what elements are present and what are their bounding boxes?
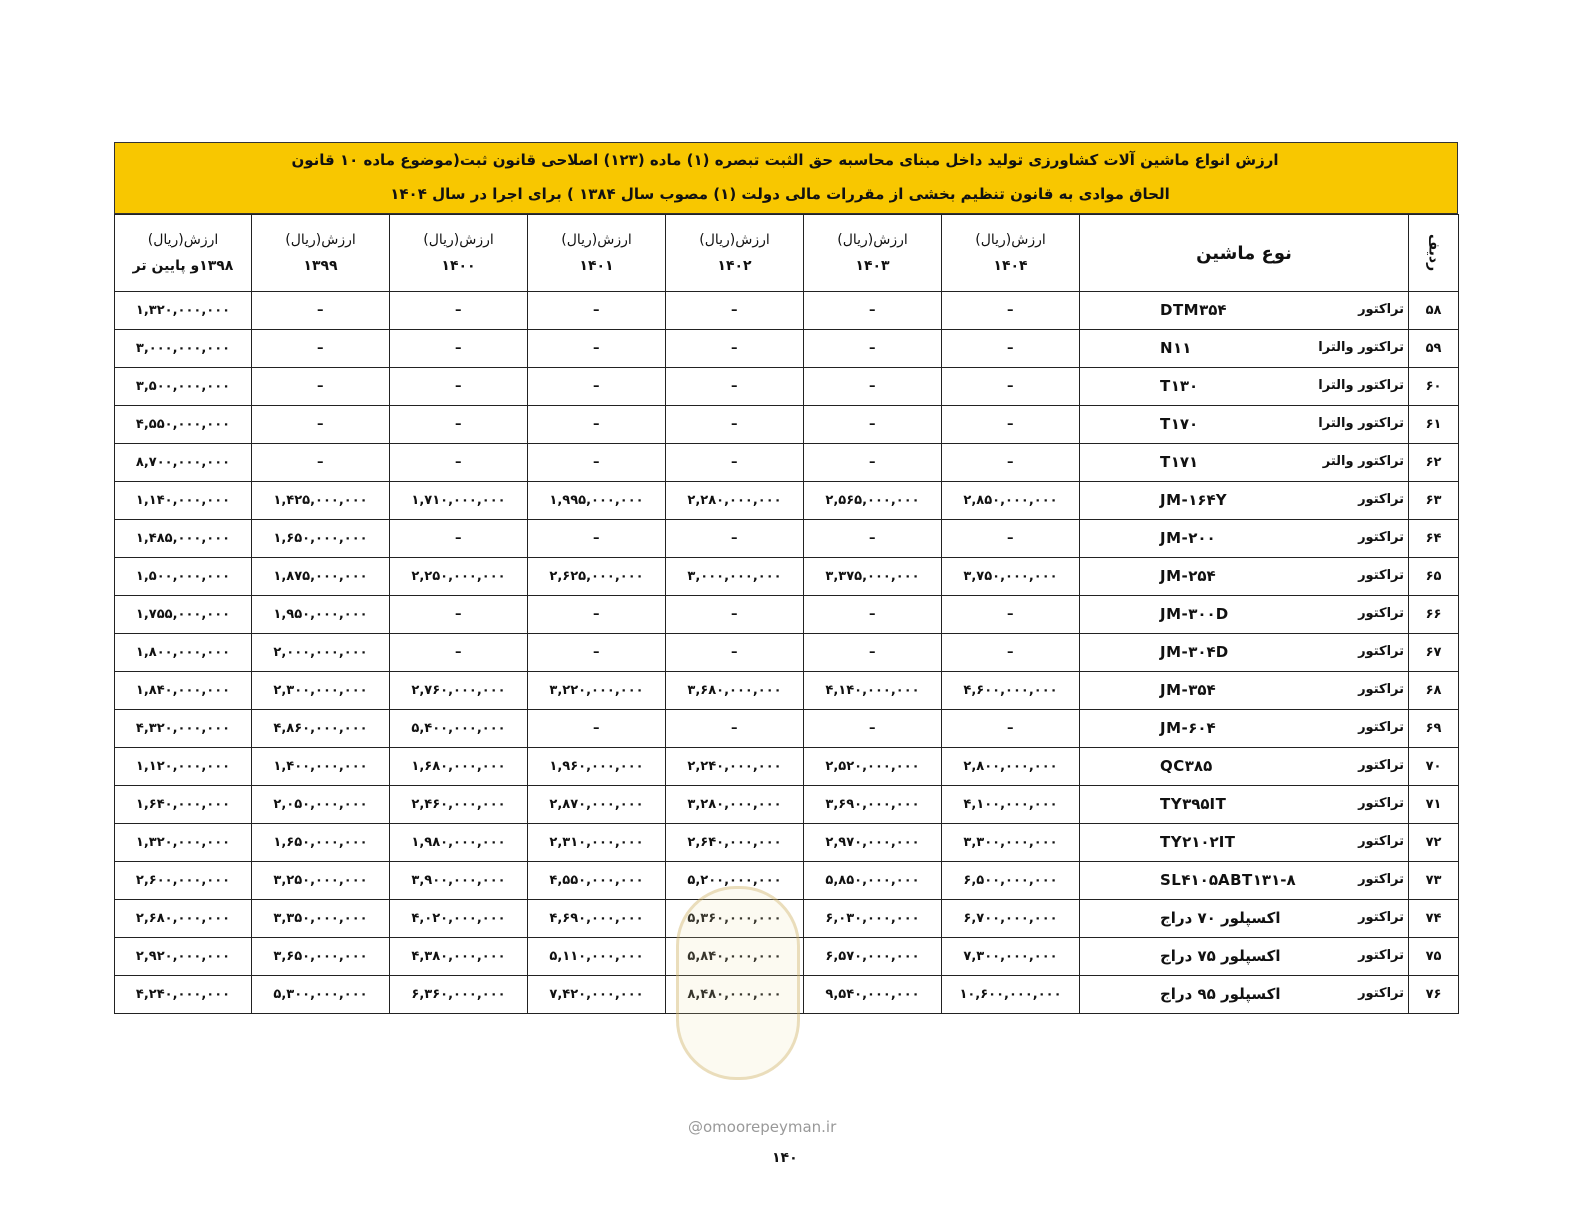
- header-year-1400: ارزش(ریال) ۱۴۰۰: [390, 215, 528, 292]
- machine-type: تراکتور: [1358, 910, 1404, 925]
- machine-cell: [1080, 938, 1409, 976]
- value-cell: ۱,۹۵۰,۰۰۰,۰۰۰: [252, 596, 390, 634]
- value-cell: –: [528, 520, 666, 558]
- value-cell: ۴,۲۴۰,۰۰۰,۰۰۰: [115, 976, 252, 1014]
- machine-type: تراکتور: [1358, 568, 1404, 583]
- value-cell: ۲,۳۰۰,۰۰۰,۰۰۰: [252, 672, 390, 710]
- value-cell: –: [390, 292, 528, 330]
- value-cell: ۵,۳۰۰,۰۰۰,۰۰۰: [252, 976, 390, 1014]
- machine-type: تراکتور: [1358, 720, 1404, 735]
- value-cell: –: [942, 634, 1080, 672]
- value-cell: –: [942, 368, 1080, 406]
- value-cell: ۱,۴۲۵,۰۰۰,۰۰۰: [252, 482, 390, 520]
- value-cell: –: [528, 596, 666, 634]
- value-cell: ۴,۵۵۰,۰۰۰,۰۰۰: [115, 406, 252, 444]
- value-cell: ۴,۸۶۰,۰۰۰,۰۰۰: [252, 710, 390, 748]
- table-row: [115, 520, 1459, 558]
- value-cell: ۳,۵۰۰,۰۰۰,۰۰۰: [115, 368, 252, 406]
- machine-model: DTM۳۵۴: [1160, 301, 1227, 319]
- header-machine-type: نوع ماشین: [1080, 215, 1409, 292]
- value-cell: –: [942, 292, 1080, 330]
- value-cell: ۱,۱۲۰,۰۰۰,۰۰۰: [115, 748, 252, 786]
- machine-model: SL۴۱۰۵ABT۱۳۱-۸: [1160, 871, 1296, 889]
- table-body: [115, 292, 1459, 1014]
- machine-type: تراکتور: [1358, 948, 1404, 963]
- value-cell: ۸,۷۰۰,۰۰۰,۰۰۰: [115, 444, 252, 482]
- table-row: [115, 862, 1459, 900]
- value-cell: ۴,۳۲۰,۰۰۰,۰۰۰: [115, 710, 252, 748]
- row-index: ۷۵: [1409, 938, 1459, 976]
- value-cell: ۳,۶۹۰,۰۰۰,۰۰۰: [804, 786, 942, 824]
- machine-cell: [1080, 900, 1409, 938]
- machine-type: تراکتور: [1358, 606, 1404, 621]
- value-cell: –: [390, 406, 528, 444]
- header-index: ردیف: [1409, 215, 1459, 292]
- value-cell: ۱,۸۰۰,۰۰۰,۰۰۰: [115, 634, 252, 672]
- row-index: ۵۹: [1409, 330, 1459, 368]
- value-cell: –: [942, 596, 1080, 634]
- value-cell: ۴,۵۵۰,۰۰۰,۰۰۰: [528, 862, 666, 900]
- value-cell: ۳,۰۰۰,۰۰۰,۰۰۰: [666, 558, 804, 596]
- value-cell: –: [252, 292, 390, 330]
- table-row: [115, 406, 1459, 444]
- value-cell: –: [804, 634, 942, 672]
- machine-type: تراکتور: [1358, 986, 1404, 1001]
- value-cell: ۲,۸۷۰,۰۰۰,۰۰۰: [528, 786, 666, 824]
- value-cell: ۲,۸۵۰,۰۰۰,۰۰۰: [942, 482, 1080, 520]
- value-cell: ۲,۵۲۰,۰۰۰,۰۰۰: [804, 748, 942, 786]
- value-cell: –: [942, 444, 1080, 482]
- value-cell: ۶,۳۶۰,۰۰۰,۰۰۰: [390, 976, 528, 1014]
- machine-cell: [1080, 368, 1409, 406]
- machine-cell: [1080, 748, 1409, 786]
- value-cell: ۳,۳۷۵,۰۰۰,۰۰۰: [804, 558, 942, 596]
- machine-model: QC۳۸۵: [1160, 757, 1213, 775]
- row-index: ۶۷: [1409, 634, 1459, 672]
- value-cell: ۱,۶۸۰,۰۰۰,۰۰۰: [390, 748, 528, 786]
- value-cell: ۱,۵۰۰,۰۰۰,۰۰۰: [115, 558, 252, 596]
- value-cell: ۲,۸۰۰,۰۰۰,۰۰۰: [942, 748, 1080, 786]
- machine-cell: [1080, 786, 1409, 824]
- value-cell: ۳,۳۰۰,۰۰۰,۰۰۰: [942, 824, 1080, 862]
- machine-cell: [1080, 596, 1409, 634]
- row-index: ۶۲: [1409, 444, 1459, 482]
- value-cell: ۲,۷۶۰,۰۰۰,۰۰۰: [390, 672, 528, 710]
- table-header-row: [115, 215, 1459, 292]
- machine-cell: [1080, 558, 1409, 596]
- row-index: ۷۱: [1409, 786, 1459, 824]
- value-cell: –: [528, 406, 666, 444]
- value-cell: ۲,۲۸۰,۰۰۰,۰۰۰: [666, 482, 804, 520]
- value-cell: ۳,۹۰۰,۰۰۰,۰۰۰: [390, 862, 528, 900]
- value-cell: –: [804, 596, 942, 634]
- value-cell: ۲,۵۶۵,۰۰۰,۰۰۰: [804, 482, 942, 520]
- table-row: [115, 292, 1459, 330]
- machine-type: تراکتور: [1358, 644, 1404, 659]
- machine-model: T۱۷۰: [1160, 415, 1199, 433]
- value-cell: ۴,۶۰۰,۰۰۰,۰۰۰: [942, 672, 1080, 710]
- value-cell: –: [942, 520, 1080, 558]
- value-cell: ۲,۰۰۰,۰۰۰,۰۰۰: [252, 634, 390, 672]
- value-cell: ۵,۸۵۰,۰۰۰,۰۰۰: [804, 862, 942, 900]
- value-cell: ۳,۰۰۰,۰۰۰,۰۰۰: [115, 330, 252, 368]
- machine-model: T۱۳۰: [1160, 377, 1199, 395]
- table-row: [115, 748, 1459, 786]
- value-cell: ۷,۳۰۰,۰۰۰,۰۰۰: [942, 938, 1080, 976]
- machine-cell: [1080, 710, 1409, 748]
- value-cell: ۵,۲۰۰,۰۰۰,۰۰۰: [666, 862, 804, 900]
- row-index: ۶۵: [1409, 558, 1459, 596]
- table-title-banner: [114, 142, 1458, 214]
- value-cell: –: [666, 520, 804, 558]
- table-row: [115, 710, 1459, 748]
- value-cell: ۱,۹۸۰,۰۰۰,۰۰۰: [390, 824, 528, 862]
- value-cell: ۱,۴۰۰,۰۰۰,۰۰۰: [252, 748, 390, 786]
- machine-type: تراکتور: [1358, 492, 1404, 507]
- machine-model: اکسپلور ۷۰ دراج: [1160, 909, 1281, 927]
- machine-model: JM-۲۵۴: [1160, 567, 1216, 585]
- machine-cell: [1080, 330, 1409, 368]
- value-cell: ۴,۳۸۰,۰۰۰,۰۰۰: [390, 938, 528, 976]
- value-cell: ۱,۶۵۰,۰۰۰,۰۰۰: [252, 824, 390, 862]
- value-cell: ۱,۶۵۰,۰۰۰,۰۰۰: [252, 520, 390, 558]
- table-row: [115, 330, 1459, 368]
- value-cell: ۱,۹۹۵,۰۰۰,۰۰۰: [528, 482, 666, 520]
- value-cell: ۱,۹۶۰,۰۰۰,۰۰۰: [528, 748, 666, 786]
- machine-cell: [1080, 976, 1409, 1014]
- value-cell: ۱,۱۴۰,۰۰۰,۰۰۰: [115, 482, 252, 520]
- value-cell: ۳,۶۵۰,۰۰۰,۰۰۰: [252, 938, 390, 976]
- value-cell: ۶,۰۳۰,۰۰۰,۰۰۰: [804, 900, 942, 938]
- value-cell: –: [390, 634, 528, 672]
- value-cell: –: [252, 330, 390, 368]
- row-index: ۵۸: [1409, 292, 1459, 330]
- header-year-1398: ارزش(ریال) ۱۳۹۸و پایین تر: [115, 215, 252, 292]
- machine-type: تراکتور: [1358, 872, 1404, 887]
- value-cell: ۳,۳۵۰,۰۰۰,۰۰۰: [252, 900, 390, 938]
- row-index: ۷۳: [1409, 862, 1459, 900]
- value-cell: –: [666, 368, 804, 406]
- value-cell: ۳,۲۸۰,۰۰۰,۰۰۰: [666, 786, 804, 824]
- machine-model: JM-۳۵۴: [1160, 681, 1216, 699]
- value-cell: ۲,۶۲۵,۰۰۰,۰۰۰: [528, 558, 666, 596]
- value-cell: ۱۰,۶۰۰,۰۰۰,۰۰۰: [942, 976, 1080, 1014]
- machine-cell: [1080, 862, 1409, 900]
- value-cell: ۲,۲۵۰,۰۰۰,۰۰۰: [390, 558, 528, 596]
- value-cell: ۲,۹۲۰,۰۰۰,۰۰۰: [115, 938, 252, 976]
- machine-type: تراکتور والترا: [1318, 416, 1404, 431]
- machine-type: تراکتور: [1358, 796, 1404, 811]
- row-index: ۶۹: [1409, 710, 1459, 748]
- footer-website: @omoorepeyman.ir: [688, 1118, 837, 1136]
- value-cell: –: [942, 710, 1080, 748]
- machine-type: تراکتور: [1358, 758, 1404, 773]
- table-row: [115, 672, 1459, 710]
- value-cell: –: [528, 330, 666, 368]
- value-cell: ۱,۸۴۰,۰۰۰,۰۰۰: [115, 672, 252, 710]
- price-table: [114, 214, 1459, 1014]
- value-cell: –: [804, 368, 942, 406]
- value-cell: –: [666, 292, 804, 330]
- table-row: [115, 634, 1459, 672]
- row-index: ۷۴: [1409, 900, 1459, 938]
- value-cell: ۸,۴۸۰,۰۰۰,۰۰۰: [666, 976, 804, 1014]
- value-cell: –: [666, 596, 804, 634]
- value-cell: –: [390, 596, 528, 634]
- value-cell: –: [252, 444, 390, 482]
- table-row: [115, 444, 1459, 482]
- value-cell: –: [528, 710, 666, 748]
- machine-model: JM-۳۰۰D: [1160, 605, 1229, 623]
- machine-type: تراکتور: [1358, 682, 1404, 697]
- value-cell: –: [390, 330, 528, 368]
- value-cell: –: [528, 368, 666, 406]
- table-row: [115, 482, 1459, 520]
- value-cell: –: [666, 710, 804, 748]
- value-cell: –: [252, 368, 390, 406]
- value-cell: ۱,۷۵۵,۰۰۰,۰۰۰: [115, 596, 252, 634]
- machine-model: JM-۳۰۴D: [1160, 643, 1229, 661]
- machine-model: اکسپلور ۹۵ دراج: [1160, 985, 1281, 1003]
- value-cell: ۱,۶۴۰,۰۰۰,۰۰۰: [115, 786, 252, 824]
- value-cell: –: [528, 444, 666, 482]
- value-cell: –: [252, 406, 390, 444]
- value-cell: –: [804, 710, 942, 748]
- value-cell: –: [804, 444, 942, 482]
- value-cell: ۲,۰۵۰,۰۰۰,۰۰۰: [252, 786, 390, 824]
- value-cell: ۳,۲۲۰,۰۰۰,۰۰۰: [528, 672, 666, 710]
- document-table-frame: [114, 142, 1458, 1014]
- value-cell: –: [390, 368, 528, 406]
- value-cell: –: [666, 406, 804, 444]
- row-index: ۶۶: [1409, 596, 1459, 634]
- value-cell: –: [804, 330, 942, 368]
- row-index: ۷۶: [1409, 976, 1459, 1014]
- value-cell: ۴,۶۹۰,۰۰۰,۰۰۰: [528, 900, 666, 938]
- row-index: ۶۰: [1409, 368, 1459, 406]
- machine-model: JM-۶۰۴: [1160, 719, 1216, 737]
- value-cell: –: [666, 444, 804, 482]
- value-cell: ۱,۳۲۰,۰۰۰,۰۰۰: [115, 292, 252, 330]
- machine-cell: [1080, 406, 1409, 444]
- machine-model: TY۳۹۵IT: [1160, 795, 1227, 813]
- value-cell: ۲,۳۱۰,۰۰۰,۰۰۰: [528, 824, 666, 862]
- header-year-1404: ارزش(ریال) ۱۴۰۴: [942, 215, 1080, 292]
- value-cell: ۲,۲۴۰,۰۰۰,۰۰۰: [666, 748, 804, 786]
- value-cell: ۲,۶۰۰,۰۰۰,۰۰۰: [115, 862, 252, 900]
- value-cell: ۳,۶۸۰,۰۰۰,۰۰۰: [666, 672, 804, 710]
- row-index: ۶۱: [1409, 406, 1459, 444]
- value-cell: ۲,۴۶۰,۰۰۰,۰۰۰: [390, 786, 528, 824]
- value-cell: –: [804, 292, 942, 330]
- table-row: [115, 786, 1459, 824]
- machine-model: TY۲۱۰۲IT: [1160, 833, 1236, 851]
- header-year-1401: ارزش(ریال) ۱۴۰۱: [528, 215, 666, 292]
- machine-cell: [1080, 482, 1409, 520]
- value-cell: ۴,۱۰۰,۰۰۰,۰۰۰: [942, 786, 1080, 824]
- row-index: ۶۴: [1409, 520, 1459, 558]
- value-cell: –: [804, 520, 942, 558]
- value-cell: –: [666, 330, 804, 368]
- machine-model: JM-۲۰۰: [1160, 529, 1216, 547]
- value-cell: ۱,۳۲۰,۰۰۰,۰۰۰: [115, 824, 252, 862]
- value-cell: ۱,۴۸۵,۰۰۰,۰۰۰: [115, 520, 252, 558]
- value-cell: –: [942, 330, 1080, 368]
- header-year-1402: ارزش(ریال) ۱۴۰۲: [666, 215, 804, 292]
- value-cell: –: [390, 444, 528, 482]
- value-cell: ۲,۶۸۰,۰۰۰,۰۰۰: [115, 900, 252, 938]
- machine-cell: [1080, 672, 1409, 710]
- row-index: ۷۰: [1409, 748, 1459, 786]
- table-row: [115, 824, 1459, 862]
- title-line-2: الحاق موادی به قانون تنظیم بخشی از مقررات مالی دولت (۱) مصوب سال ۱۳۸۴ ) برای اجرا در سال ۱۴۰۴: [390, 185, 1170, 203]
- machine-type: تراکتور: [1358, 530, 1404, 545]
- value-cell: ۷,۴۲۰,۰۰۰,۰۰۰: [528, 976, 666, 1014]
- value-cell: –: [942, 406, 1080, 444]
- value-cell: ۵,۴۰۰,۰۰۰,۰۰۰: [390, 710, 528, 748]
- value-cell: ۴,۰۲۰,۰۰۰,۰۰۰: [390, 900, 528, 938]
- value-cell: ۴,۱۴۰,۰۰۰,۰۰۰: [804, 672, 942, 710]
- machine-cell: [1080, 824, 1409, 862]
- value-cell: –: [804, 406, 942, 444]
- value-cell: ۱,۷۱۰,۰۰۰,۰۰۰: [390, 482, 528, 520]
- value-cell: –: [528, 634, 666, 672]
- title-line-1: ارزش انواع ماشین آلات کشاورزی تولید داخل مبنای محاسبه حق الثبت تبصره (۱) ماده (۱۲۳) اصلاحی قانون ثبت(موضوع ماده ۱۰ قانون: [291, 151, 1279, 169]
- row-index: ۶۸: [1409, 672, 1459, 710]
- value-cell: –: [390, 520, 528, 558]
- table-row: [115, 368, 1459, 406]
- value-cell: ۵,۳۶۰,۰۰۰,۰۰۰: [666, 900, 804, 938]
- row-index: ۶۳: [1409, 482, 1459, 520]
- machine-type: تراکتور والترا: [1318, 340, 1404, 355]
- machine-cell: [1080, 292, 1409, 330]
- row-index: ۷۲: [1409, 824, 1459, 862]
- value-cell: ۵,۱۱۰,۰۰۰,۰۰۰: [528, 938, 666, 976]
- value-cell: ۲,۶۴۰,۰۰۰,۰۰۰: [666, 824, 804, 862]
- value-cell: ۶,۷۰۰,۰۰۰,۰۰۰: [942, 900, 1080, 938]
- watermark-seal: [676, 886, 800, 1080]
- machine-model: JM-۱۶۴Y: [1160, 491, 1228, 509]
- machine-type: تراکتور والترا: [1318, 378, 1404, 393]
- table-row: [115, 558, 1459, 596]
- value-cell: ۱,۸۷۵,۰۰۰,۰۰۰: [252, 558, 390, 596]
- value-cell: ۲,۹۷۰,۰۰۰,۰۰۰: [804, 824, 942, 862]
- machine-model: N۱۱: [1160, 339, 1192, 357]
- header-year-1403: ارزش(ریال) ۱۴۰۳: [804, 215, 942, 292]
- value-cell: –: [528, 292, 666, 330]
- machine-cell: [1080, 444, 1409, 482]
- machine-type: تراکتور: [1358, 302, 1404, 317]
- value-cell: ۶,۵۷۰,۰۰۰,۰۰۰: [804, 938, 942, 976]
- machine-model: T۱۷۱: [1160, 453, 1199, 471]
- value-cell: ۹,۵۴۰,۰۰۰,۰۰۰: [804, 976, 942, 1014]
- value-cell: ۶,۵۰۰,۰۰۰,۰۰۰: [942, 862, 1080, 900]
- header-year-1399: ارزش(ریال) ۱۳۹۹: [252, 215, 390, 292]
- machine-model: اکسپلور ۷۵ دراج: [1160, 947, 1281, 965]
- machine-cell: [1080, 634, 1409, 672]
- page-number: ۱۴۰: [772, 1150, 798, 1166]
- table-row: [115, 596, 1459, 634]
- value-cell: ۳,۷۵۰,۰۰۰,۰۰۰: [942, 558, 1080, 596]
- value-cell: ۳,۲۵۰,۰۰۰,۰۰۰: [252, 862, 390, 900]
- machine-cell: [1080, 520, 1409, 558]
- machine-type: تراکتور: [1358, 834, 1404, 849]
- value-cell: –: [666, 634, 804, 672]
- value-cell: ۵,۸۴۰,۰۰۰,۰۰۰: [666, 938, 804, 976]
- machine-type: تراکتور والتر: [1322, 454, 1404, 469]
